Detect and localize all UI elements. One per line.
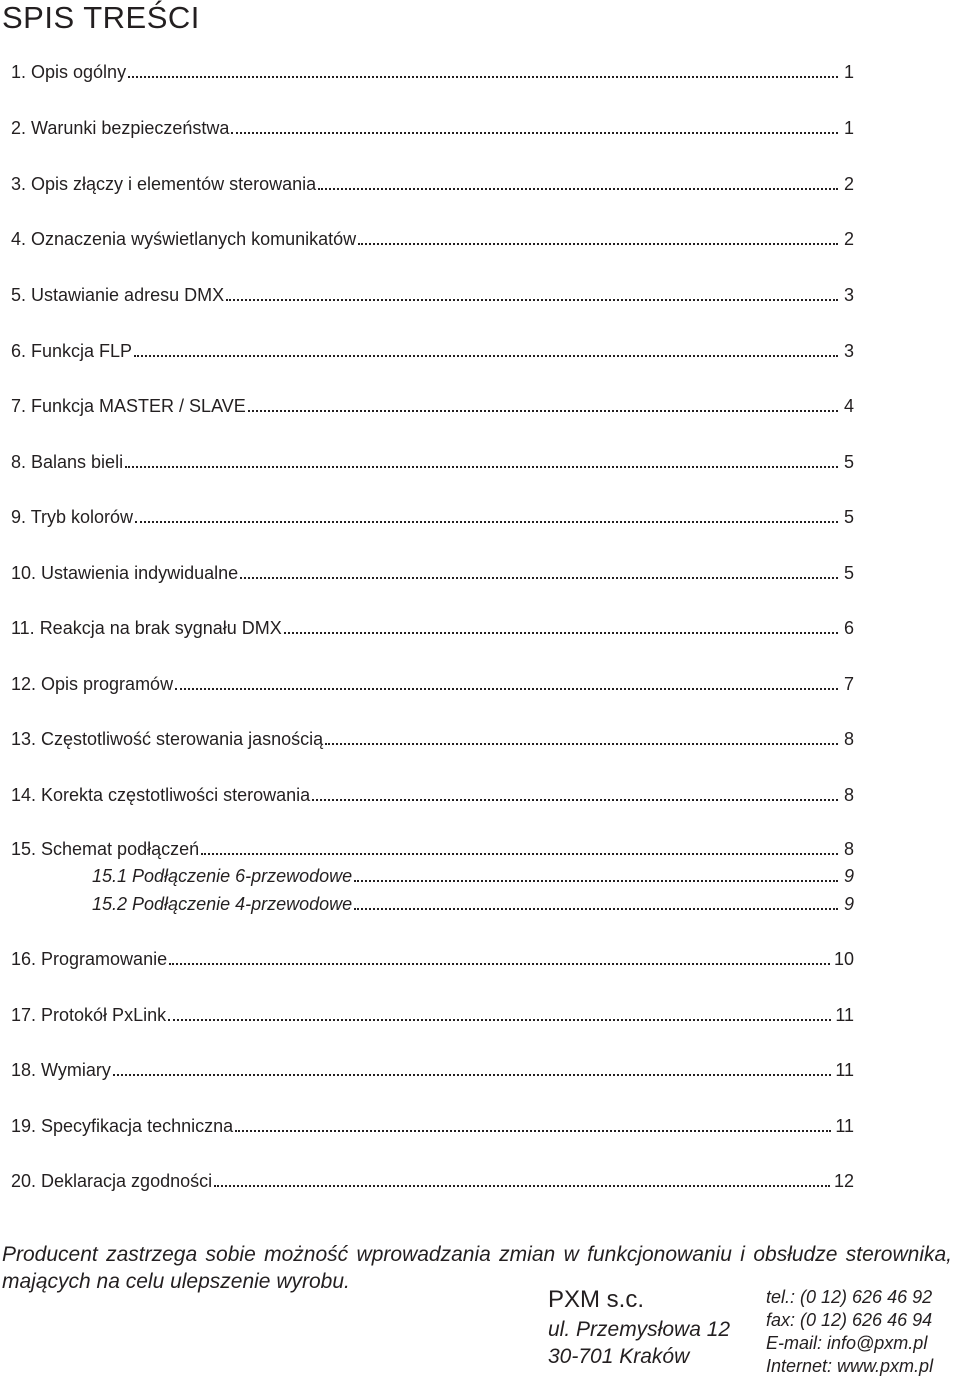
toc-entry[interactable] [11, 944, 854, 970]
page-title: SPIS TREŚCI [2, 0, 200, 35]
toc-dot-leader [168, 1019, 831, 1021]
toc-subentry[interactable] [92, 861, 854, 887]
toc-dot-leader [169, 963, 830, 965]
toc-page-number: 2 [843, 174, 854, 194]
toc-entry[interactable] [11, 169, 854, 195]
contact-fax: fax: (0 12) 626 46 94 [766, 1310, 933, 1330]
toc-label: 11. Reakcja na brak sygnału DMX [11, 618, 282, 638]
toc-entry[interactable] [11, 1111, 854, 1137]
toc-dot-leader [354, 880, 838, 882]
toc-entry[interactable] [11, 447, 854, 473]
toc-page-number: 3 [843, 341, 854, 361]
toc-entry[interactable] [11, 502, 854, 528]
toc-label: 7. Funkcja MASTER / SLAVE [11, 396, 246, 416]
toc-entry[interactable] [11, 1055, 854, 1081]
toc-page-number: 7 [843, 674, 854, 694]
toc-dot-leader [175, 688, 838, 690]
toc-page-number: 5 [843, 507, 854, 527]
company-contact [766, 1286, 933, 1378]
toc-label: 8. Balans bieli [11, 452, 124, 472]
toc-page-number: 10 [833, 949, 854, 969]
toc-page-number: 11 [835, 1116, 854, 1136]
toc-dot-leader [135, 521, 838, 523]
toc-page-number: 1 [843, 62, 854, 82]
toc-dot-leader [226, 299, 838, 301]
toc-entry[interactable] [11, 1000, 854, 1026]
toc-label: 15.1 Podłączenie 6-przewodowe [92, 866, 353, 886]
toc-label: 12. Opis programów [11, 674, 174, 694]
toc-page-number: 6 [843, 618, 854, 638]
toc-label: 20. Deklaracja zgodności [11, 1171, 213, 1191]
producer-notice: Producent zastrzega sobie możność wprowadzania zmian w funkcjonowaniu i obsłudze sterownika, mających na celu ulepszenie wyrobu. [2, 1243, 952, 1293]
toc-label: 15. Schemat podłączeń [11, 839, 200, 859]
toc-dot-leader [128, 76, 838, 78]
toc-page-number: 9 [843, 866, 854, 886]
toc-label: 19. Specyfikacja techniczna [11, 1116, 234, 1136]
toc-dot-leader [201, 853, 838, 855]
toc-label: 3. Opis złączy i elementów sterowania [11, 174, 317, 194]
contact-internet[interactable]: Internet: www.pxm.pl [766, 1356, 934, 1376]
toc-entry[interactable] [11, 113, 854, 139]
toc-label: 9. Tryb kolorów [11, 507, 134, 527]
toc-entry[interactable] [11, 224, 854, 250]
toc-label: 5. Ustawianie adresu DMX [11, 285, 225, 305]
toc-entry[interactable] [11, 834, 854, 860]
toc-dot-leader [125, 466, 838, 468]
toc-page-number: 8 [843, 785, 854, 805]
toc-entry[interactable] [11, 613, 854, 639]
toc-dot-leader [318, 188, 838, 190]
toc-dot-leader [354, 908, 838, 910]
toc-entry[interactable] [11, 57, 854, 83]
toc-dot-leader [113, 1074, 831, 1076]
toc-page-number: 12 [833, 1171, 854, 1191]
toc-entry[interactable] [11, 336, 854, 362]
toc-page-number: 2 [843, 229, 854, 249]
toc-dot-leader [235, 1130, 831, 1132]
toc-label: 4. Oznaczenia wyświetlanych komunikatów [11, 229, 357, 249]
toc-page-number: 3 [843, 285, 854, 305]
toc-entry[interactable] [11, 1166, 854, 1192]
toc-label: 15.2 Podłączenie 4-przewodowe [92, 894, 353, 914]
toc-label: 14. Korekta częstotliwości sterowania [11, 785, 311, 805]
contact-tel: tel.: (0 12) 626 46 92 [766, 1287, 933, 1307]
toc-entry[interactable] [11, 280, 854, 306]
company-city: 30-701 Kraków [548, 1345, 690, 1368]
toc-entry[interactable] [11, 669, 854, 695]
toc-label: 16. Programowanie [11, 949, 168, 969]
company-name: PXM s.c. [548, 1286, 645, 1313]
toc-page-number: 8 [843, 839, 854, 859]
toc-label: 17. Protokół PxLink [11, 1005, 167, 1025]
toc-page-number: 1 [843, 118, 854, 138]
toc-label: 1. Opis ogólny [11, 62, 127, 82]
toc-dot-leader [240, 577, 838, 579]
toc-subentry[interactable] [92, 889, 854, 915]
company-address [548, 1286, 730, 1370]
toc-dot-leader [284, 632, 838, 634]
toc-page-number: 9 [843, 894, 854, 914]
toc-label: 13. Częstotliwość sterowania jasnością [11, 729, 324, 749]
toc-entry[interactable] [11, 558, 854, 584]
toc-dot-leader [248, 410, 838, 412]
toc-dot-leader [358, 243, 838, 245]
toc-label: 10. Ustawienia indywidualne [11, 563, 239, 583]
toc-dot-leader [325, 743, 838, 745]
toc-page-number: 5 [843, 563, 854, 583]
toc-page-number: 11 [835, 1060, 854, 1080]
contact-email[interactable]: E-mail: info@pxm.pl [766, 1333, 928, 1353]
toc-label: 2. Warunki bezpieczeństwa [11, 118, 230, 138]
toc-dot-leader [134, 355, 838, 357]
toc-dot-leader [312, 799, 838, 801]
toc-page-number: 8 [843, 729, 854, 749]
toc-entry[interactable] [11, 724, 854, 750]
toc-label: 18. Wymiary [11, 1060, 111, 1080]
toc-dot-leader [231, 132, 838, 134]
toc-page-number: 4 [843, 396, 854, 416]
toc-page-number: 11 [835, 1005, 854, 1025]
toc-page-number: 5 [843, 452, 854, 472]
toc-entry[interactable] [11, 780, 854, 806]
toc-entry[interactable] [11, 391, 854, 417]
company-street: ul. Przemysłowa 12 [548, 1318, 731, 1341]
toc-label: 6. Funkcja FLP [11, 341, 133, 361]
toc-dot-leader [214, 1185, 830, 1187]
